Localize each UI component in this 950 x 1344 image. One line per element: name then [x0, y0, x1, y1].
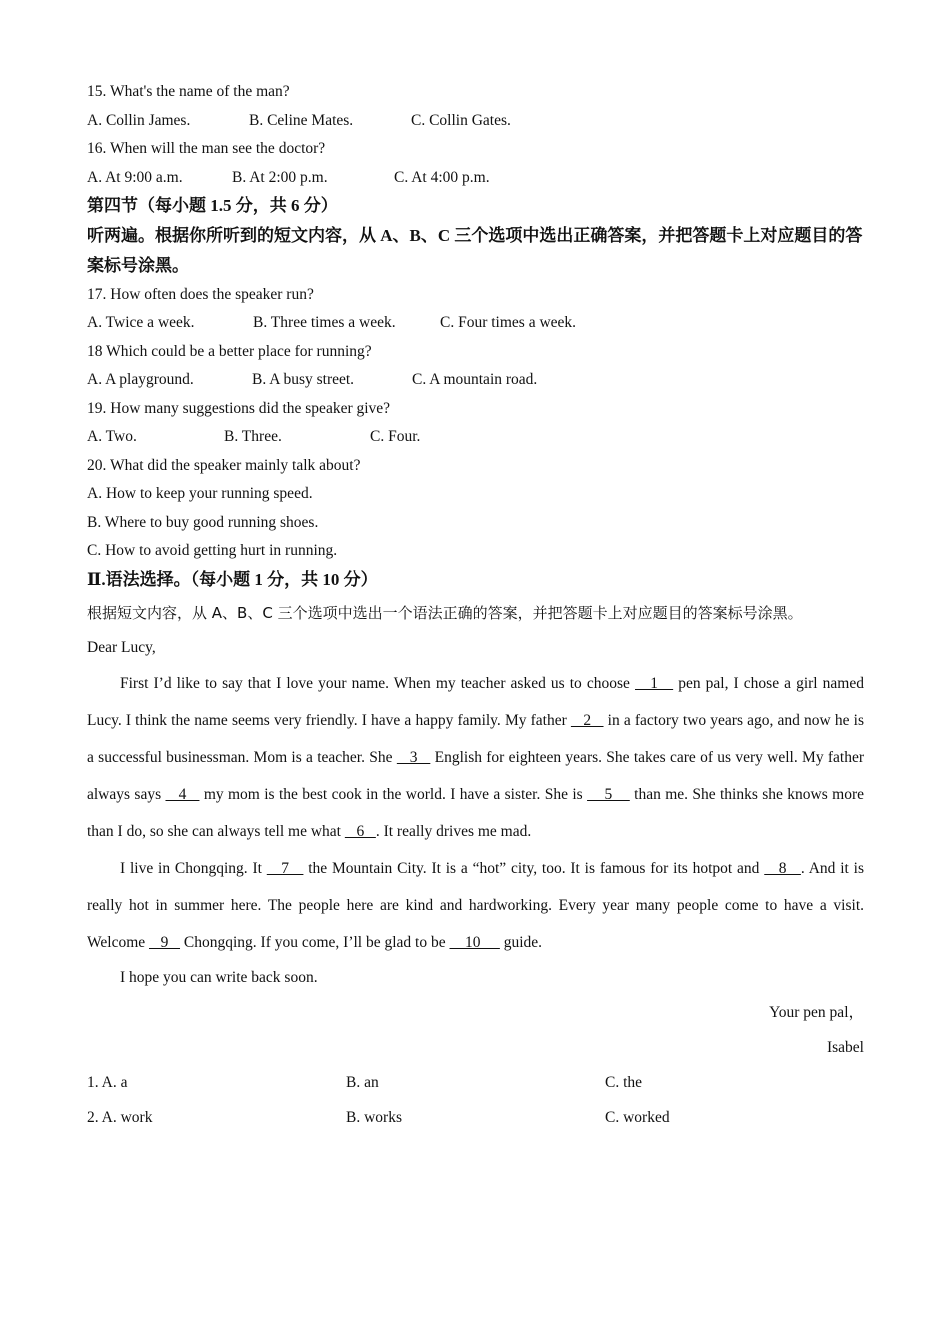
- blank-6: 6: [344, 823, 376, 840]
- letter-paragraph-1: [87, 665, 864, 850]
- option-c: C. At 4:00 p.m.: [394, 168, 490, 186]
- question-16-options: [87, 164, 864, 193]
- section-4-instruction: 听两遍。根据你所听到的短文内容，从 A、B、C 三个选项中选出正确答案，并把答题卡上对应题目的答案标号涂黑。: [87, 225, 863, 275]
- option-a: A. Two.: [87, 428, 137, 445]
- option-c: C. Four times a week.: [440, 314, 577, 331]
- option-b: B. Where to buy good running shoes.: [87, 513, 319, 531]
- blank-1: 1: [635, 675, 674, 692]
- option-c: C. How to avoid getting hurt in running.: [87, 542, 338, 559]
- grammar-question-2: [87, 1100, 864, 1135]
- option-b: B. Celine Mates.: [249, 111, 354, 129]
- question-15: 15. What's the name of the man?: [87, 83, 290, 100]
- option-a: A. How to keep your running speed.: [87, 485, 313, 502]
- letter: [87, 631, 864, 1065]
- blank-8: 8: [764, 860, 801, 877]
- blank-2: 2: [570, 712, 604, 729]
- exam-page: [87, 78, 864, 1135]
- option-c: C. A mountain road.: [412, 371, 538, 388]
- question-15-options: [87, 107, 864, 136]
- text: guide.: [499, 934, 543, 951]
- option-b: B. A busy street.: [252, 371, 355, 388]
- option-c: C. the: [605, 1074, 643, 1091]
- option-a: A. A playground.: [87, 371, 194, 388]
- question-19-options: [87, 423, 864, 452]
- option-c: C. worked: [605, 1109, 670, 1126]
- grammar-section-title: Ⅱ.语法选择。（每小题 1 分，共 10 分）: [87, 569, 378, 589]
- text: First I’d like to say that I love your name. When my teacher asked us to choose: [120, 675, 635, 692]
- question-17-options: [87, 309, 864, 338]
- option-b: B. an: [346, 1074, 379, 1091]
- option-a: A. At 9:00 a.m.: [87, 168, 183, 186]
- question-17: 17. How often does the speaker run?: [87, 285, 314, 303]
- question-19: 19. How many suggestions did the speaker give?: [87, 399, 391, 417]
- blank-9: 9: [149, 934, 181, 951]
- option-c: C. Collin Gates.: [411, 111, 511, 129]
- blank-3: 3: [396, 749, 431, 766]
- text: . It really drives me mad.: [375, 823, 532, 840]
- question-16: 16. When will the man see the doctor?: [87, 140, 326, 157]
- question-20: 20. What did the speaker mainly talk about?: [87, 456, 361, 474]
- option-a: 2. A. work: [87, 1109, 153, 1126]
- question-18: 18 Which could be a better place for running?: [87, 342, 372, 360]
- text: in a factory two years ago, and now he is a successful businessman. Mom is a teacher. She: [87, 712, 865, 766]
- option-b: B. At 2:00 p.m.: [232, 168, 328, 186]
- option-b: B. Three.: [224, 428, 282, 445]
- text: the Mountain City. It is a “hot” city, too. It is famous for its hotpot and: [303, 860, 765, 877]
- letter-greeting: Dear Lucy,: [87, 639, 156, 656]
- option-a: A. Twice a week.: [87, 314, 195, 331]
- text: English for eighteen years. She takes care of us very well. My father always says: [87, 749, 864, 803]
- text: . And it is really hot in summer here. The people here are kind and hardworking. Every year many people come to have a visit. Welcome: [87, 860, 864, 951]
- option-c: C. Four.: [370, 428, 421, 445]
- letter-paragraph-2: [87, 850, 864, 961]
- question-18-options: [87, 366, 864, 395]
- option-b: B. Three times a week.: [253, 314, 396, 331]
- text: pen pal, I chose a girl named Lucy. I think the name seems very friendly. I have a happy family. My father: [87, 675, 864, 729]
- letter-paragraph-3: I hope you can write back soon.: [120, 969, 318, 986]
- grammar-question-1: [87, 1065, 864, 1100]
- text: my mom is the best cook in the world. I have a sister. She is: [199, 786, 588, 803]
- option-a: A. Collin James.: [87, 111, 191, 129]
- option-a: 1. A. a: [87, 1074, 128, 1091]
- text: Chongqing. If you come, I’ll be glad to be: [180, 934, 450, 951]
- blank-5: 5: [587, 786, 630, 803]
- text: than me. She thinks she knows more than I do, so she can always tell me what: [87, 786, 864, 840]
- blank-10: 10: [449, 934, 500, 951]
- section-4-title: 第四节（每小题 1.5 分，共 6 分）: [87, 196, 338, 215]
- blank-7: 7: [266, 860, 304, 877]
- letter-signature: Isabel: [826, 1039, 864, 1056]
- text: I live in Chongqing. It: [120, 860, 267, 877]
- blank-4: 4: [165, 786, 200, 803]
- grammar-instruction: 根据短文内容，从 A、B、C 三个选项中选出一个语法正确的答案，并把答题卡上对应题目的答案标号涂黑。: [87, 604, 803, 622]
- letter-closing: Your pen pal，: [769, 1004, 864, 1021]
- option-b: B. works: [346, 1109, 402, 1126]
